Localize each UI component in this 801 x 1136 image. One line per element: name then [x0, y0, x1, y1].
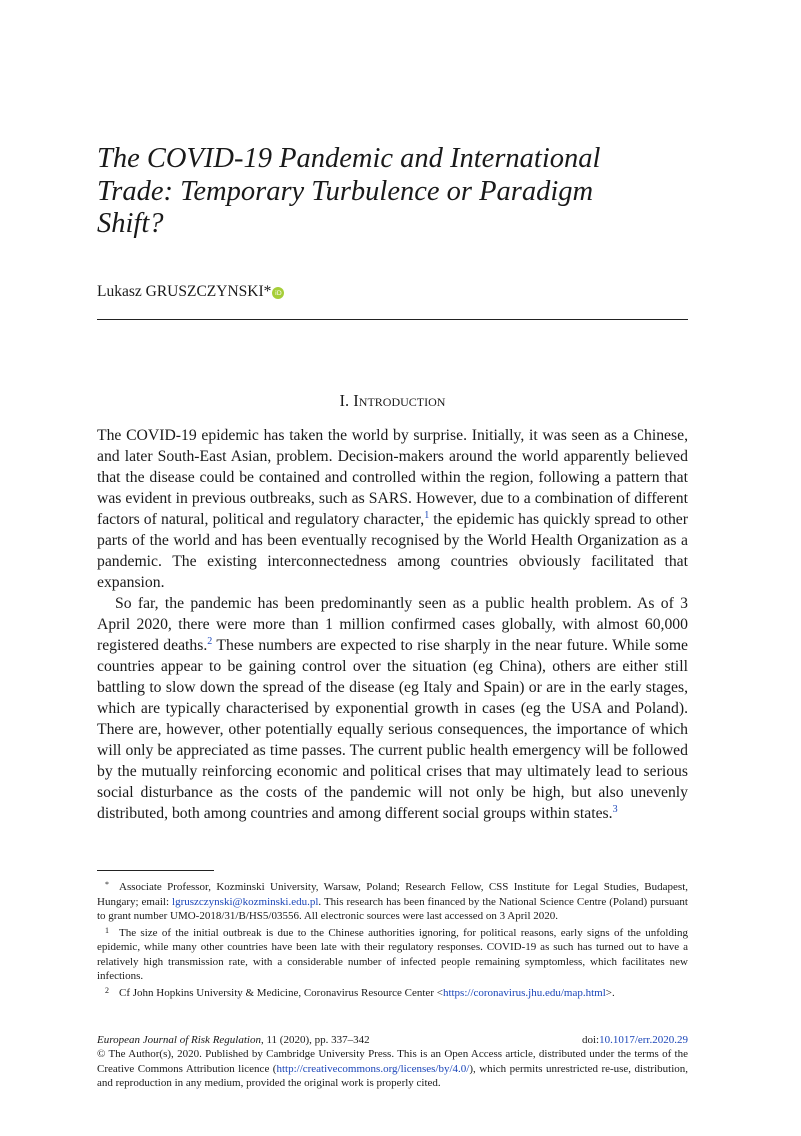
footnote-1-text: The size of the initial outbreak is due to the Chinese authorities ignoring, for political reasons, early signs of the unfolding epidemic, while many other countries have been late with their regulatory responses. COVID-19 as such has turned out to have a relatively high transmission rate, with a considerable number of infected people remaining symptomless, which facilitates new infections.	[97, 926, 688, 982]
footnote-ref-2[interactable]: 2	[207, 636, 213, 647]
copyright-text-end: ), which permits unrestricted re-use, distribution, and reproduction in any medium, provided the original work is properly cited.	[97, 1062, 689, 1089]
footnote-author	[97, 880, 688, 924]
section-heading	[0, 391, 785, 411]
author-line	[97, 283, 284, 301]
footnote-1	[97, 926, 688, 984]
doi-prefix: doi:	[581, 1034, 600, 1046]
section-title: Introduction	[353, 391, 446, 410]
copyright-notice	[97, 1047, 688, 1091]
doi-link[interactable]: 10.1017/err.2020.29	[599, 1034, 688, 1046]
footnote-2-mark: 2	[105, 985, 109, 995]
paragraph-2	[97, 593, 688, 824]
section-number: I.	[339, 391, 350, 410]
author-name: Lukasz GRUSZCZYNSKI	[97, 283, 264, 300]
author-footnote-marker[interactable]: *	[263, 283, 272, 300]
jhu-map-link[interactable]: https://coronavirus.jhu.edu/map.html	[442, 986, 606, 999]
footnotes	[97, 880, 688, 1002]
footnote-2-text: Cf John Hopkins University & Medicine, Coronavirus Resource Center <	[119, 986, 443, 999]
paragraph-2-part-2: These numbers are expected to rise sharply in the near future. While some countries appear to be gaining control over the situation (eg China), others are either still battling to slow down the spread of the disease (eg Italy and Spain) or are in the early stages, which are typically characterised by exponential growth in cases (eg the USA and Poland). There are, however, other potentially equally serious consequences, the importance of which will only be appreciated as time passes. The current public health emergency will be followed by the mutually reinforcing economic and political crises that may ultimately lead to serious social disturbance as the costs of the pandemic will not only be high, but also unevenly distributed, both among countries and among different social groups within states.	[97, 637, 688, 822]
footnote-author-text: Associate Professor, Kozminski University, Warsaw, Poland; Research Fellow, CSS Institute for Legal Studies, Budapest, Hungary; email:	[97, 881, 688, 908]
paragraph-2-part-1: So far, the pandemic has been predominantly seen as a public health problem. As of 3 April 2020, there were more than 1 million confirmed cases globally, with almost 60,000 registered deaths.	[97, 595, 688, 654]
footnote-ref-1[interactable]: 1	[424, 510, 430, 521]
journal-name: European Journal of Risk Regulation	[97, 1034, 261, 1046]
title-divider	[97, 319, 688, 320]
author-email-link[interactable]: lgruszczynski@kozminski.edu.pl	[172, 895, 319, 908]
footnote-author-text-end: . This research has been financed by the National Science Centre (Poland) pursuant to grant number UMO-2018/31/B/HS5/03556. All electronic sources were last accessed on 3 April 2020.	[97, 895, 688, 922]
footnote-author-mark: *	[105, 880, 109, 889]
journal-details: , 11 (2020), pp. 337–342	[260, 1034, 370, 1046]
article-title: The COVID-19 Pandemic and International Trade: Temporary Turbulence or Paradigm Shift?	[97, 143, 601, 239]
footnote-ref-3[interactable]: 3	[612, 804, 618, 815]
footnote-1-mark: 1	[105, 925, 109, 935]
paragraph-1-part-1: The COVID-19 epidemic has taken the world by surprise. Initially, it was seen as a Chinese, and later South-East Asian, problem. Decision-makers around the world apparently believed that the disease could be contained and controlled within the region, following a pattern that was evident in previous outbreaks, such as SARS. However, due to a combination of different factors of natural, political and regulatory character,	[97, 427, 688, 528]
orcid-icon[interactable]: iD	[272, 287, 284, 299]
journal-citation	[97, 1033, 688, 1048]
paragraph-1-part-2: the epidemic has quickly spread to other parts of the world and has been eventually recognised by the World Health Organization as a pandemic. The existing interconnectedness among countries obviously facilitated that expansion.	[97, 511, 688, 591]
doi	[582, 1033, 688, 1048]
footnote-2-text-end: >.	[605, 986, 615, 999]
footnote-divider	[97, 870, 214, 871]
copyright-text: © The Author(s), 2020. Published by Cambridge University Press. This is an Open Access article, distributed under the terms of the Creative Commons Attribution licence (	[97, 1048, 688, 1075]
paragraph-1	[97, 425, 688, 593]
body-text	[97, 425, 688, 824]
journal-reference	[97, 1033, 370, 1048]
license-link[interactable]: http://creativecommons.org/licenses/by/4.0/	[276, 1062, 470, 1075]
footnote-2	[97, 986, 688, 1001]
